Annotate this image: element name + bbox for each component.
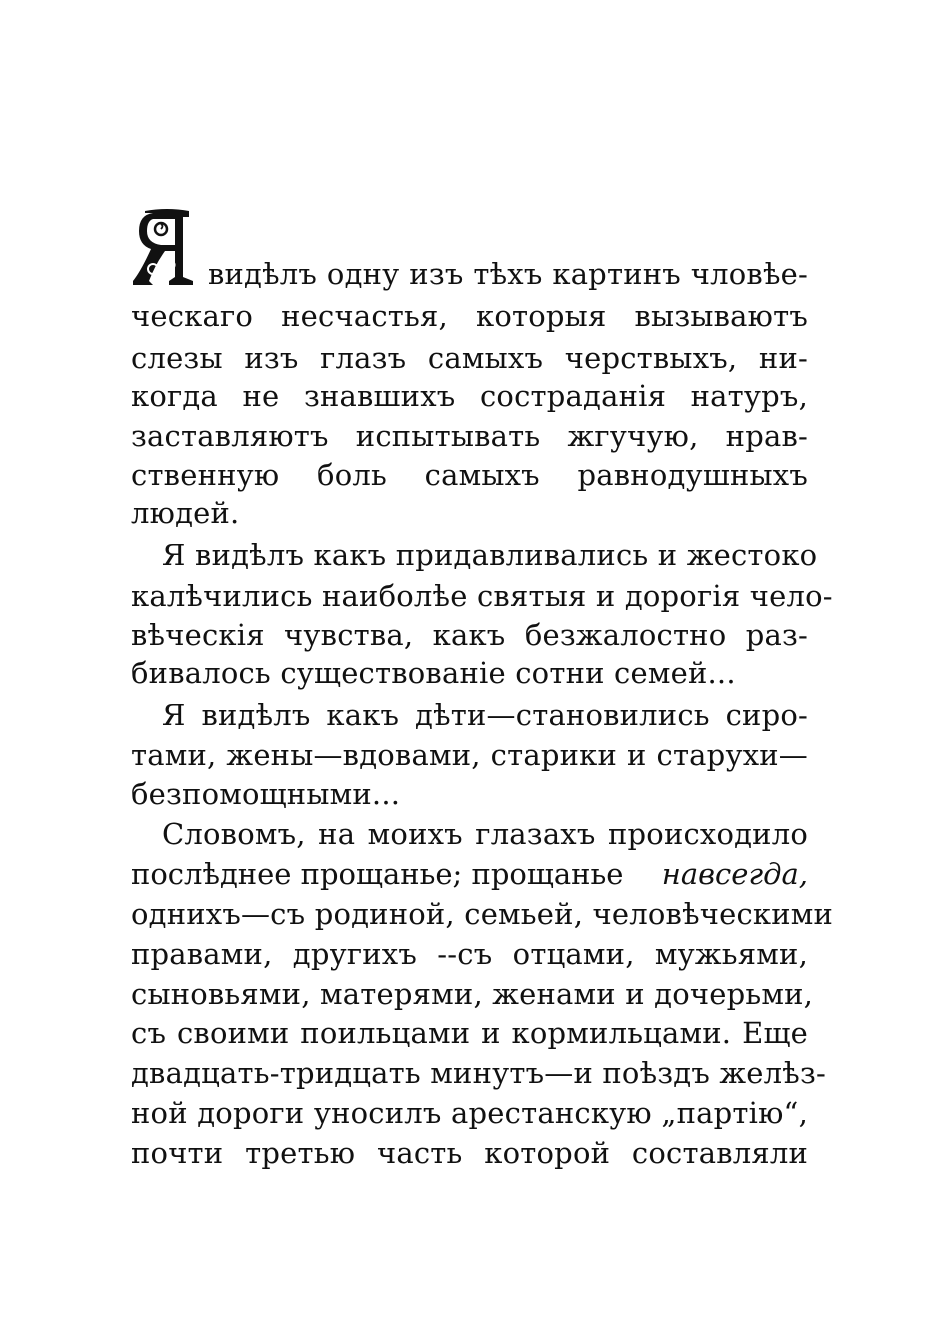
text-line: Я видѣлъ какъ придавливались и жестоко [162,538,818,572]
text-line: тами, жены—вдовами, старики и старухи— [131,738,808,772]
text-line: калѣчились наиболѣе святыя и дорогія чело- [131,579,833,613]
text-line: бивалось существованіе сотни семей... [131,656,736,690]
text-span: послѣднее прощанье; прощанье [131,857,624,891]
text-line: Словомъ, на моихъ глазахъ происходило [162,817,808,851]
text-line: ной дороги уносилъ арестанскую „партію“, [131,1096,808,1130]
ornamental-dropcap [131,207,203,287]
text-line: ственную боль самыхъ равнодушныхъ [131,458,808,492]
text-line: почти третью часть которой составляли [131,1136,808,1170]
text-line: видѣлъ одну изъ тѣхъ картинъ чловѣе- [208,257,808,291]
text-line: вѣческія чувства, какъ безжалостно раз- [131,618,808,652]
text-line-mixed [131,856,808,896]
text-line: когда не знавшихъ состраданія натуръ, [131,379,808,413]
text-line: ческаго несчастья, которыя вызываютъ [131,299,808,333]
text-line: Я видѣлъ какъ дѣти—становились сиро- [162,698,808,732]
text-line: однихъ—съ родиной, семьей, человѣческими [131,897,834,931]
text-line: двадцать-тридцать минутъ—и поѣздъ желѣз- [131,1056,826,1090]
text-line: слезы изъ глазъ самыхъ черствыхъ, ни- [131,341,808,375]
text-line: съ своими поильцами и кормильцами. Еще [131,1016,808,1050]
text-line: сыновьями, матерями, женами и дочерьми, [131,977,814,1011]
text-line: заставляютъ испытывать жгучую, нрав- [131,419,808,453]
text-line: безпомощными... [131,777,401,811]
text-line: правами, другихъ --съ отцами, мужьями, [131,937,808,971]
emphasis-text: навсегда, [661,857,808,891]
text-line: людей. [131,496,240,530]
